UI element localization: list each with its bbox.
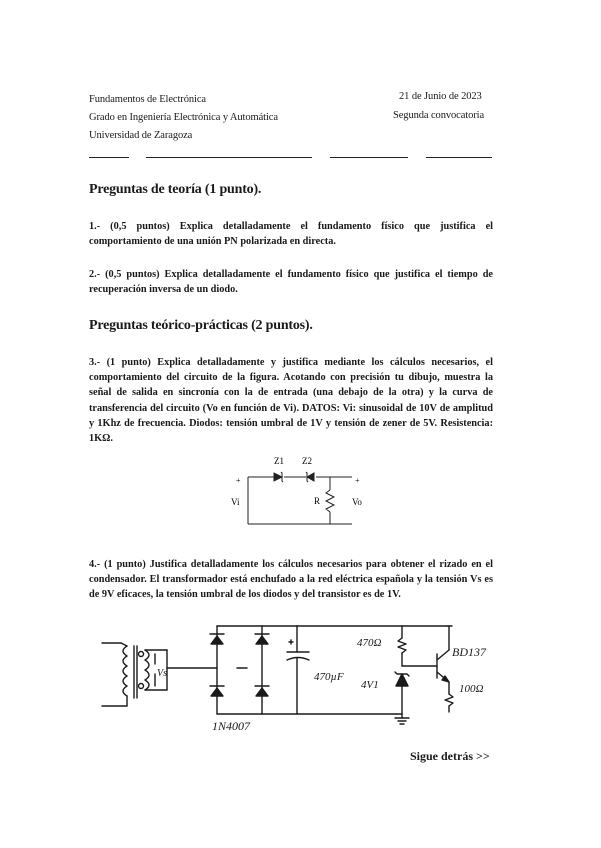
vs-label: Vs	[157, 668, 167, 679]
header-rule-2	[146, 157, 312, 158]
subject-name: Fundamentos de Electrónica	[89, 94, 206, 105]
power-supply-circuit	[97, 616, 497, 734]
theory-section-title: Preguntas de teoría (1 punto).	[89, 182, 262, 197]
vo-label: Vo	[352, 497, 362, 507]
resistor-label: R	[314, 496, 321, 506]
exam-session: Segunda convocatoria	[393, 110, 485, 121]
exam-date: 21 de Junio de 2023	[399, 91, 482, 102]
continue-note: Sigue detrás >>	[410, 749, 490, 763]
vo-plus-sign: +	[355, 476, 360, 485]
vi-plus-sign: +	[236, 476, 241, 485]
question-3: 3.- (1 punto) Explica detalladamente y justifica mediante los cálculos necesarios, el comportamiento del circuito de la figura. Acotando con precisión tu dibujo, muestra la señal de salida en sincronía con la de entrada (una debajo de la otra) y la curva de transferencia del circuito (Vo en función de Vi). DATOS: Vi: sinusoidal de 10V de amplitud y 1Khz de frecuencia. Diodos: tensión umbral de 1V y tensión de zener de 5V. Resistencia: 1KΩ.	[89, 357, 493, 445]
r470-label: 470Ω	[357, 637, 382, 649]
load-resistor-label: 100Ω	[459, 683, 484, 695]
zener-clipper-circuit	[228, 452, 374, 528]
header-rule-3	[330, 157, 408, 158]
zener-label: 4V1	[361, 679, 379, 691]
degree-name: Grado en Ingeniería Electrónica y Automática	[89, 112, 278, 123]
vi-label: Vi	[231, 497, 240, 507]
header-rule-1	[89, 157, 129, 158]
z2-label: Z2	[302, 456, 312, 466]
practical-section-title: Preguntas teórico-prácticas (2 puntos).	[89, 318, 313, 333]
z1-label: Z1	[274, 456, 284, 466]
transistor-label: BD137	[452, 645, 486, 659]
diode-label: 1N4007	[212, 719, 251, 733]
question-2: 2.- (0,5 puntos) Explica detalladamente el fundamento físico que justifica el tiempo de recuperación inversa de un diodo.	[89, 269, 493, 296]
university-name: Universidad de Zaragoza	[89, 130, 193, 141]
header-rule-4	[426, 157, 492, 158]
question-1: 1.- (0,5 puntos) Explica detalladamente el fundamento físico que justifica el comportamiento de una unión PN polarizada en directa.	[89, 221, 493, 248]
question-4: 4.- (1 punto) Justifica detalladamente los cálculos necesarios para obtener el rizado en el condensador. El transformador está enchufado a la red eléctrica española y la tensión Vs es de 9V eficaces, la tensión umbral de los diodos y del transistor es de 1V.	[89, 559, 493, 601]
capacitor-label: 470µF	[314, 671, 344, 683]
